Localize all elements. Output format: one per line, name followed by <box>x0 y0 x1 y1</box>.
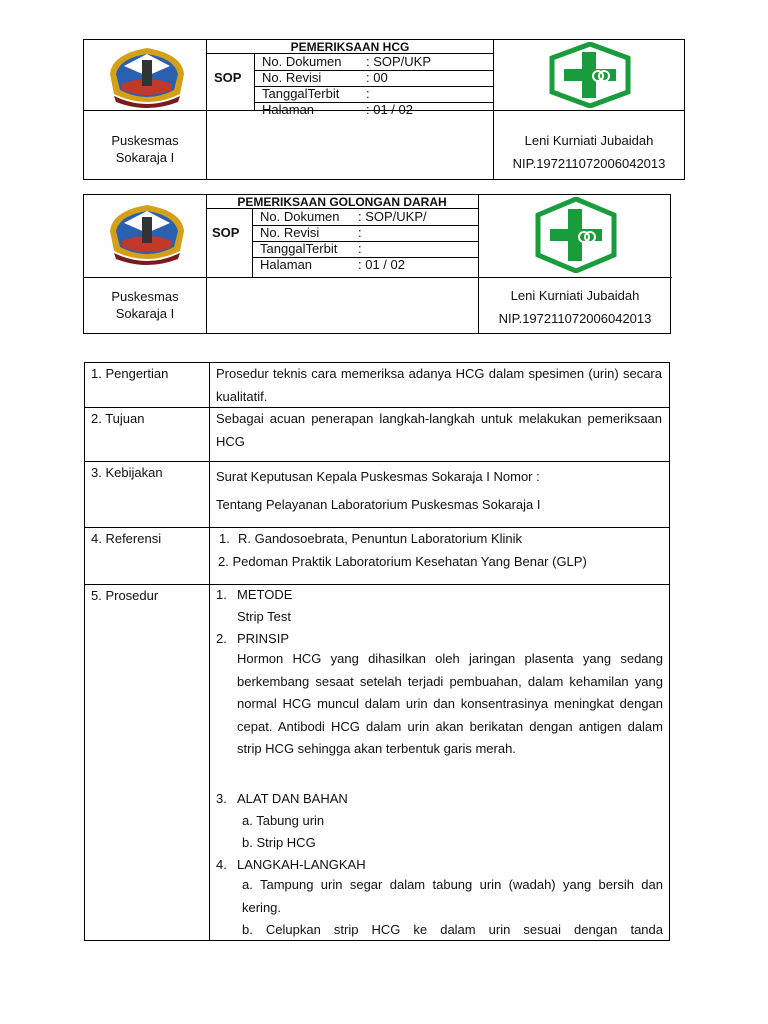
org-name-line2: Sokaraja I <box>115 306 175 321</box>
field-no-revisi-label: No. Revisi <box>260 225 320 240</box>
document-title: PEMERIKSAAN GOLONGAN DARAH <box>237 195 447 209</box>
field-tanggal-terbit-label: TanggalTerbit <box>262 86 340 101</box>
langkah-item-a-text: a. Tampung urin segar dalam tabung urin (wadah) yang bersih dan kering. <box>242 877 663 915</box>
alat-item-b: b. Strip HCG <box>242 835 316 850</box>
signer-nip: NIP.197211072006042013 <box>498 311 652 326</box>
prinsip-text: Hormon HCG yang dihasilkan oleh jaringan plasenta yang sedang berkembang sesaat setelah terjadi pembuahan, dalam kehamilan yang normal HCG muncul dalam urin dan konsentrasinya meningkat dengan cepat. Antibodi HCG dalam urin akan berikatan dengan antigen dalam strip HCG sehingga akan terbentuk garis merah. <box>237 651 663 757</box>
kebijakan-line1: Surat Keputusan Kepala Puskesmas Sokaraja I Nomor : <box>216 469 540 484</box>
field-no-dokumen-value: : SOP/UKP/ <box>358 209 427 224</box>
section-prosedur <box>85 585 669 940</box>
field-halaman-value: : 01 / 02 <box>366 102 413 117</box>
kebijakan-line2: Tentang Pelayanan Laboratorium Puskesmas Sokaraja I <box>216 497 541 512</box>
field-halaman-value: : 01 / 02 <box>358 257 405 272</box>
sop-header-golongan-darah <box>83 194 671 334</box>
org-name-line1: Puskesmas <box>111 289 179 304</box>
field-no-revisi-value: : 00 <box>366 70 388 85</box>
section-label: 4. Referensi <box>91 531 162 546</box>
langkah-item-a <box>242 874 663 919</box>
sop-content-table <box>84 362 670 941</box>
field-no-dokumen-label: No. Dokumen <box>262 54 342 69</box>
field-no-revisi-label: No. Revisi <box>262 70 322 85</box>
org-name-line2: Sokaraja I <box>115 150 175 165</box>
section-tujuan <box>85 408 669 462</box>
document-title: PEMERIKSAAN HCG <box>290 40 410 54</box>
signer-nip: NIP.197211072006042013 <box>512 156 666 171</box>
field-halaman-label: Halaman <box>262 102 315 117</box>
section-label: 2. Tujuan <box>91 411 145 426</box>
section-label: 1. Pengertian <box>91 366 169 381</box>
referensi-item-number: 1. <box>219 531 230 546</box>
metode-title: METODE <box>237 587 293 602</box>
section-label: 3. Kebijakan <box>91 465 163 480</box>
section-kebijakan <box>85 462 669 528</box>
field-tanggal-terbit-value: : <box>366 86 370 101</box>
metode-number: 1. <box>216 587 227 602</box>
signer-name: Leni Kurniati Jubaidah <box>510 288 640 303</box>
sop-header-hcg <box>83 39 685 180</box>
section-text: Sebagai acuan penerapan langkah-langkah untuk melakukan pemeriksaan HCG <box>216 411 662 449</box>
langkah-item-b: b. Celupkan strip HCG ke dalam urin sesuai dengan tanda <box>242 922 663 937</box>
org-name-line1: Puskesmas <box>111 133 179 148</box>
referensi-item-1: R. Gandosoebrata, Penuntun Laboratorium Klinik <box>238 531 523 546</box>
regency-emblem-logo <box>102 201 192 267</box>
field-no-dokumen-label: No. Dokumen <box>260 209 340 224</box>
alat-title: ALAT DAN BAHAN <box>237 791 348 806</box>
langkah-title: LANGKAH-LANGKAH <box>237 857 366 872</box>
section-pengertian <box>85 363 669 408</box>
field-no-dokumen-value: : SOP/UKP <box>366 54 432 69</box>
sop-label: SOP <box>214 70 242 85</box>
field-tanggal-terbit-value: : <box>358 241 362 256</box>
section-referensi <box>85 528 669 585</box>
prinsip-title: PRINSIP <box>237 631 290 646</box>
langkah-number: 4. <box>216 857 227 872</box>
field-tanggal-terbit-label: TanggalTerbit <box>260 241 338 256</box>
section-text: Prosedur teknis cara memeriksa adanya HCG dalam spesimen (urin) secara kualitatif. <box>216 366 662 404</box>
referensi-item-2: 2. Pedoman Praktik Laboratorium Kesehatan Yang Benar (GLP) <box>218 554 587 569</box>
alat-item-a: a. Tabung urin <box>242 813 325 828</box>
section-label: 5. Prosedur <box>91 588 159 603</box>
field-no-revisi-value: : <box>358 225 362 240</box>
metode-value: Strip Test <box>237 609 291 624</box>
alat-number: 3. <box>216 791 227 806</box>
sop-label: SOP <box>212 225 240 240</box>
health-cross-logo <box>528 197 624 273</box>
field-halaman-label: Halaman <box>260 257 313 272</box>
regency-emblem-logo <box>102 44 192 110</box>
signer-name: Leni Kurniati Jubaidah <box>524 133 654 148</box>
prinsip-number: 2. <box>216 631 227 646</box>
health-cross-logo <box>542 42 638 108</box>
